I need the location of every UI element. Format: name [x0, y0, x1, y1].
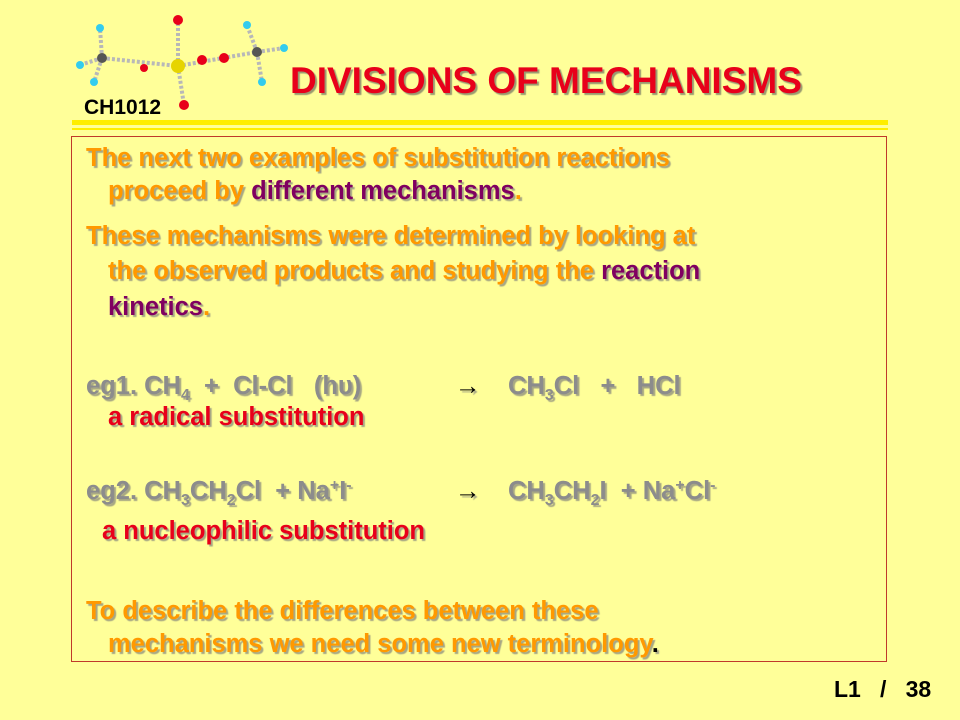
page-number: 38: [905, 676, 932, 702]
lecture-label: L1: [834, 676, 861, 702]
intro-line-5: kinetics.: [108, 293, 211, 321]
title-rule: [72, 120, 888, 125]
title-rule-thin: [72, 128, 888, 130]
eg1-arrow: →: [455, 372, 481, 400]
footer-separator: /: [880, 676, 887, 702]
slide-number: [834, 676, 931, 703]
eg2-equation: eg2. $CH_3CH_2Cl + Na^+I^-$: [86, 477, 352, 509]
intro-line-1: The next two examples of substitution reactions: [86, 144, 670, 172]
emphasis-different-mechanisms: different mechanisms: [251, 177, 515, 205]
eg1-equation: eg1. $CH_4 + Cl-Cl$ (hυ): [86, 372, 362, 404]
eg2-arrow: →: [455, 477, 481, 505]
eg1-caption: a radical substitution: [108, 403, 365, 431]
intro-line-4: the observed products and studying the reaction: [108, 257, 701, 285]
emphasis-kinetics: kinetics: [108, 293, 203, 321]
closing-line-2: mechanisms we need some new terminology.: [108, 630, 659, 658]
emphasis-reaction: reaction: [601, 257, 701, 285]
intro-line-3: These mechanisms were determined by looking at: [86, 222, 696, 250]
slide-title: DIVISIONS OF MECHANISMS: [290, 60, 802, 101]
eg2-caption: a nucleophilic substitution: [102, 517, 426, 545]
intro-line-2: proceed by different mechanisms.: [108, 177, 522, 205]
nu-symbol: υ: [337, 372, 353, 400]
eg2-products: $CH_3CH_2I + Na^+Cl^-$: [508, 477, 716, 509]
eg1-products: $CH_3Cl$ + HCl: [508, 372, 681, 404]
closing-line-1: To describe the differences between these: [86, 597, 599, 625]
course-code: CH1012: [84, 96, 162, 119]
